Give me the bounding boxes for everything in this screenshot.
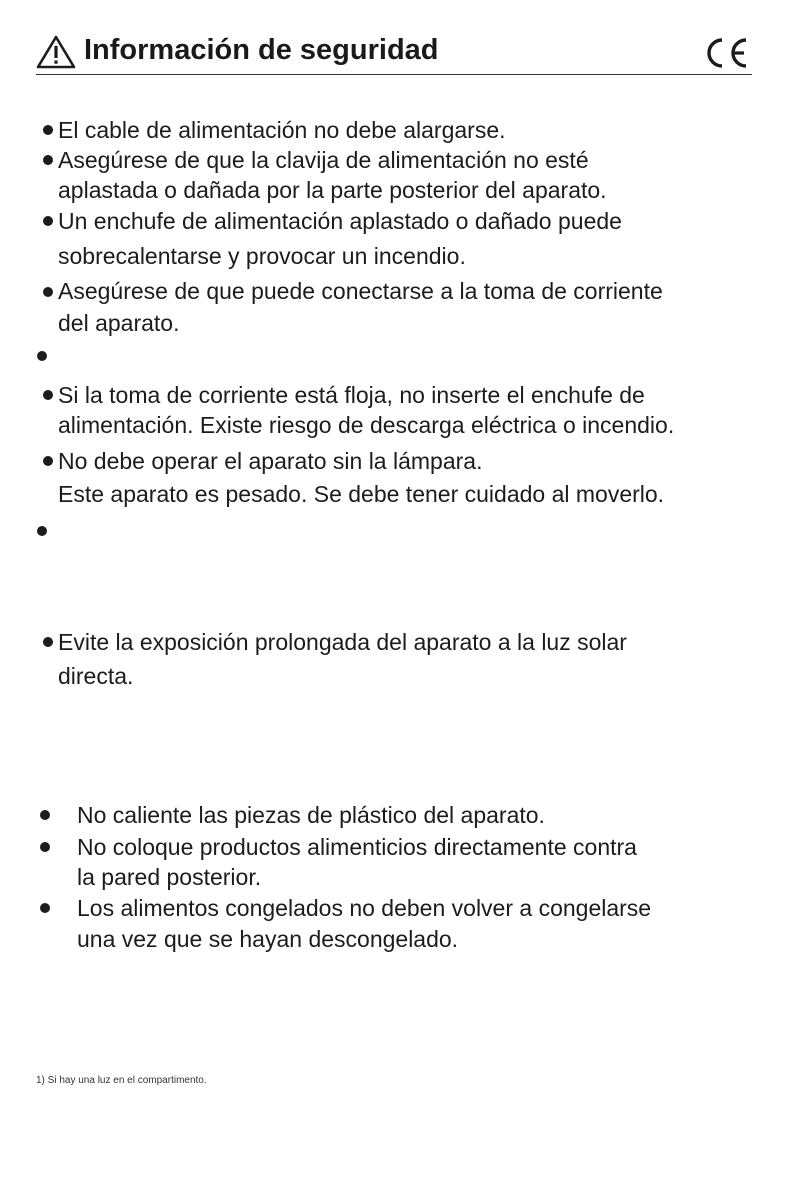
bullet-text-line: aplastada o dañada por la parte posterior del aparato. (58, 177, 607, 203)
bullet-text-line: Los alimentos congelados no deben volver a congelarse (77, 895, 652, 921)
bullet-text-line: No debe operar el aparato sin la lámpara. (58, 448, 483, 474)
bullet-dot (40, 810, 50, 820)
bullet-dot (37, 526, 47, 536)
bullet-text-line: directa. (58, 663, 134, 689)
footnote: 1) Si hay una luz en el compartimento. (36, 1075, 207, 1086)
bullet-dot (43, 390, 53, 400)
bullet-text-line: Si la toma de corriente está floja, no inserte el enchufe de (58, 382, 645, 408)
bullet-dot (43, 216, 53, 226)
bullet-text-line: alimentación. Existe riesgo de descarga eléctrica o incendio. (58, 412, 675, 438)
bullet-dot (43, 637, 53, 647)
bullet-dot (43, 155, 53, 165)
bullet-text-line: Un enchufe de alimentación aplastado o dañado puede (58, 208, 622, 234)
bullet-text-line: sobrecalentarse y provocar un incendio. (58, 243, 466, 269)
bullet-text-line: Este aparato es pesado. Se debe tener cuidado al moverlo. (58, 481, 665, 507)
bullet-text-line: Evite la exposición prolongada del aparato a la luz solar (58, 629, 627, 655)
bullet-dot (43, 456, 53, 466)
bullet-text-line: Asegúrese de que la clavija de alimentación no esté (58, 147, 589, 173)
bullet-text-line: El cable de alimentación no debe alargarse. (58, 117, 506, 143)
ce-mark-icon (702, 34, 750, 72)
bullet-text-line: la pared posterior. (77, 864, 262, 890)
page-title: Información de seguridad (84, 34, 439, 66)
bullet-dot (37, 351, 47, 361)
bullet-text-line: Asegúrese de que puede conectarse a la toma de corriente (58, 278, 663, 304)
bullet-dot (43, 287, 53, 297)
bullet-text-line: del aparato. (58, 310, 180, 336)
warning-triangle-icon (36, 35, 76, 69)
bullet-text-line: No caliente las piezas de plástico del aparato. (77, 802, 545, 828)
section-header (36, 30, 752, 75)
bullet-text-line: una vez que se hayan descongelado. (77, 926, 459, 952)
bullet-dot (40, 842, 50, 852)
bullet-dot (43, 125, 53, 135)
bullet-text-line: No coloque productos alimenticios directamente contra (77, 834, 637, 860)
bullet-dot (40, 903, 50, 913)
